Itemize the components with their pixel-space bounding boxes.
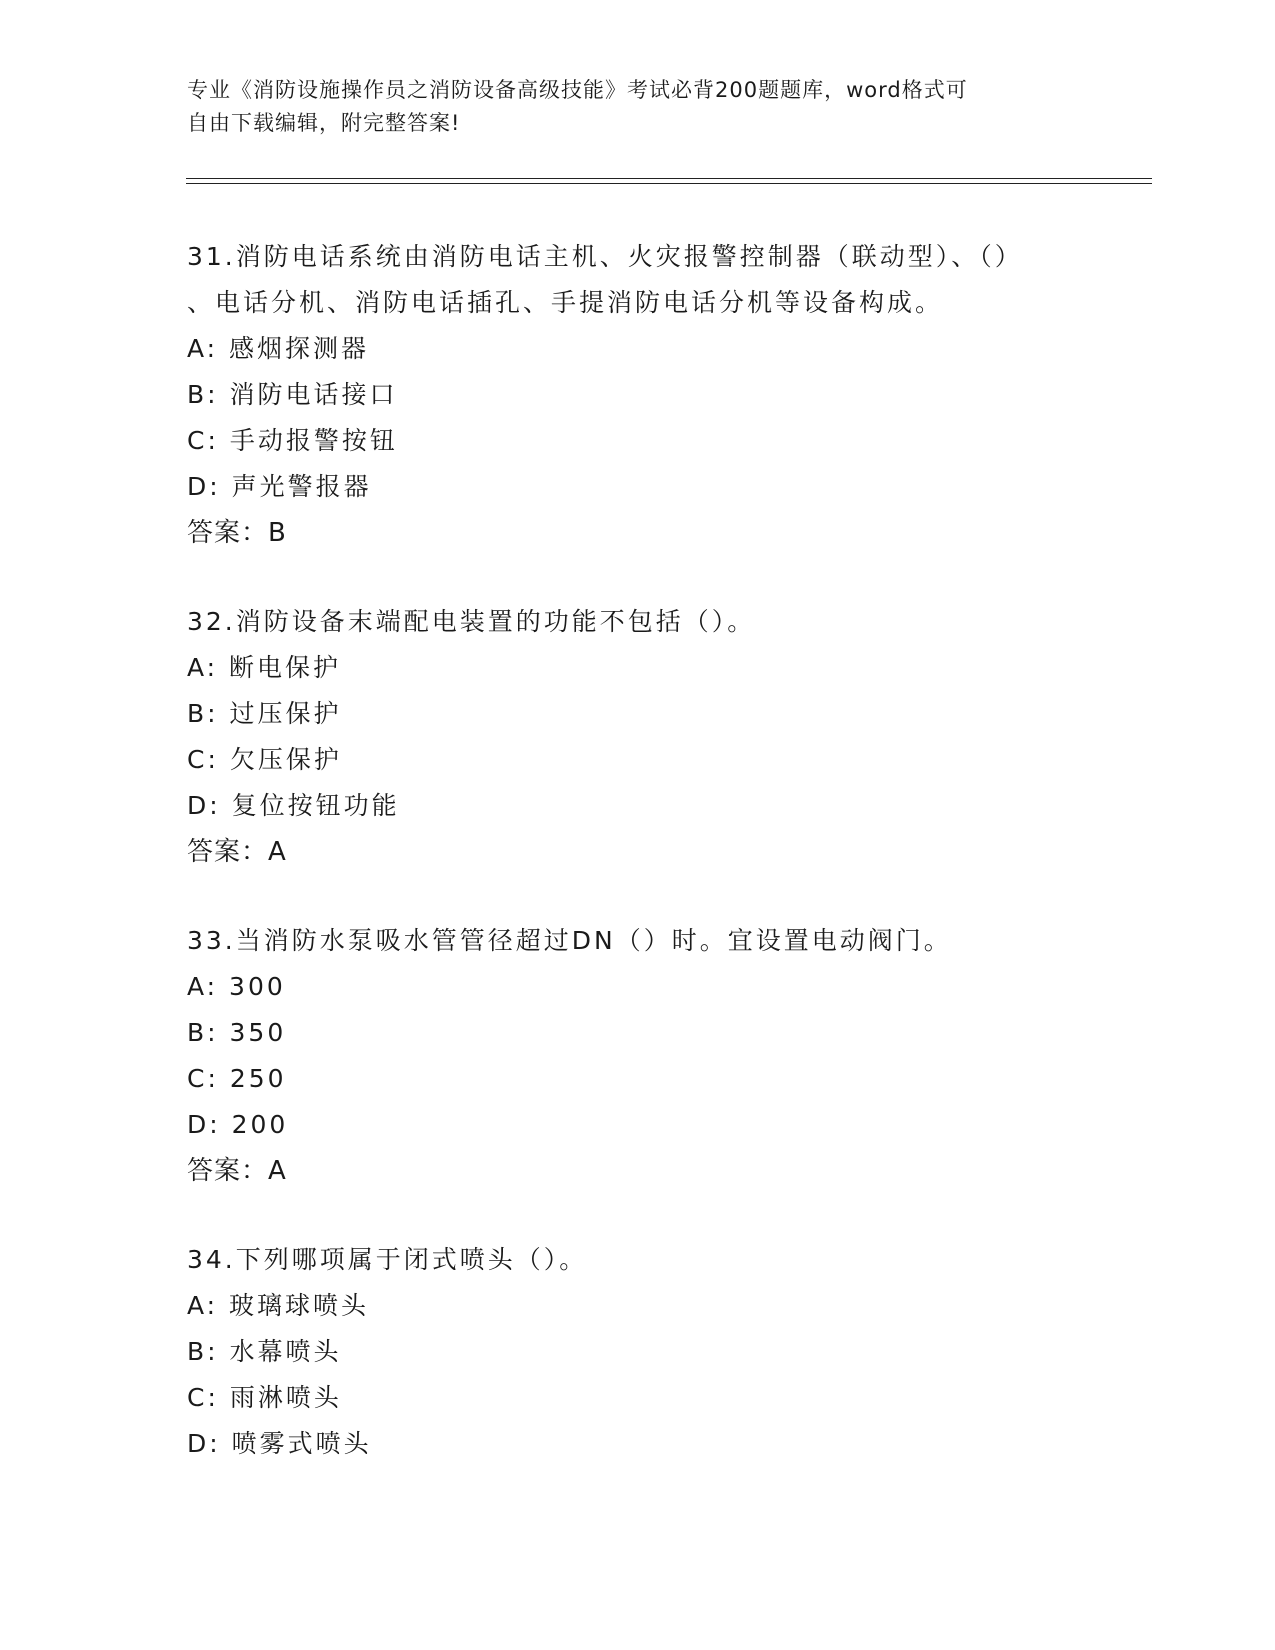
option-a: A: 玻璃球喷头	[187, 1291, 370, 1320]
question-34	[187, 1237, 1087, 1467]
option-b: B: 350	[187, 1018, 287, 1047]
option-d: D: 喷雾式喷头	[187, 1429, 372, 1458]
question-32	[187, 599, 1087, 875]
option-d: D: 声光警报器	[187, 472, 372, 501]
question-31	[187, 234, 1087, 556]
document-header	[187, 74, 1067, 140]
option-a: A: 感烟探测器	[187, 334, 370, 363]
option-d: D: 复位按钮功能	[187, 791, 400, 820]
question-stem-line-1: 32.消防设备末端配电装置的功能不包括（）。	[187, 607, 756, 636]
option-b: B: 过压保护	[187, 699, 342, 728]
header-divider-bottom	[186, 183, 1152, 184]
answer: 答案：B	[187, 518, 287, 548]
option-b: B: 消防电话接口	[187, 380, 398, 409]
answer: 答案：A	[187, 1156, 287, 1186]
question-stem-line-1: 34.下列哪项属于闭式喷头（）。	[187, 1245, 588, 1274]
header-divider-top	[186, 178, 1152, 179]
answer: 答案：A	[187, 837, 287, 867]
question-stem-line-1: 33.当消防水泵吸水管管径超过DN（）时。宜设置电动阀门。	[187, 926, 952, 955]
header-line-2: 自由下载编辑，附完整答案!	[187, 111, 461, 135]
question-stem-line-1: 31.消防电话系统由消防电话主机、火灾报警控制器（联动型）、（）	[187, 242, 1023, 271]
option-c: C: 250	[187, 1064, 287, 1093]
option-a: A: 断电保护	[187, 653, 342, 682]
option-d: D: 200	[187, 1110, 289, 1139]
question-33	[187, 918, 1087, 1194]
option-c: C: 欠压保护	[187, 745, 342, 774]
header-line-1: 专业《消防设施操作员之消防设备高级技能》考试必背200题题库，word格式可	[187, 78, 968, 102]
option-c: C: 手动报警按钮	[187, 426, 398, 455]
option-a: A: 300	[187, 972, 286, 1001]
option-b: B: 水幕喷头	[187, 1337, 342, 1366]
question-stem-line-2: 、电话分机、消防电话插孔、手提消防电话分机等设备构成。	[187, 288, 944, 317]
option-c: C: 雨淋喷头	[187, 1383, 342, 1412]
